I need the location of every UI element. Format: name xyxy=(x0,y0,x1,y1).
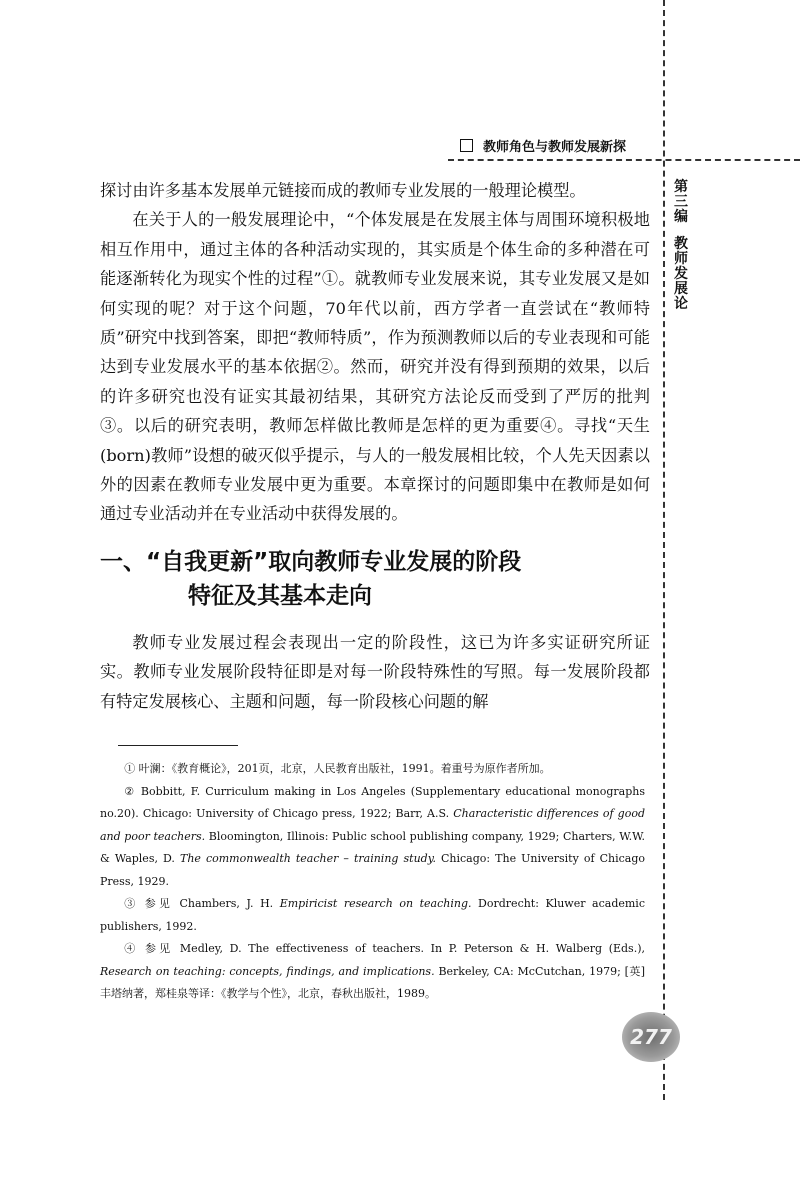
side-topic: 教师发展论 xyxy=(674,236,688,312)
stage-paragraph: 教师专业发展过程会表现出一定的阶段性，这已为许多实证研究所证实。教师专业发展阶段特征即是对每一阶段特殊性的写照。每一发展阶段都有特定发展核心、主题和问题，每一阶段核心问题的解 xyxy=(100,633,650,711)
header-title: 教师角色与教师发展新探 xyxy=(483,140,627,155)
section-heading-line2: 特征及其基本走向 xyxy=(188,583,372,609)
section-heading xyxy=(100,545,660,613)
header-dashed-rule xyxy=(448,159,800,161)
footnote-3: ③ 参见 Chambers, J. H. Empiricist research on teaching. Dordrecht: Kluwer academic publishers, 1992. xyxy=(100,897,645,933)
footnotes xyxy=(100,758,645,1006)
footnote-rule xyxy=(118,745,238,746)
page-number-badge xyxy=(622,1012,680,1062)
side-part: 第三编 xyxy=(674,179,688,225)
right-margin-dashed-rule xyxy=(663,0,665,1100)
section-heading-line1: 一、“自我更新”取向教师专业发展的阶段 xyxy=(100,549,522,575)
footnote-4: ④ 参见 Medley, D. The effectiveness of teachers. In P. Peterson & H. Walberg (Eds.), Research on teaching: concepts, findings, and implications. Berkeley, CA: McCutchan, 1979; [英]丰塔纳著，郑桂泉等译：《教学与个性》，北京，春秋出版社，1989。 xyxy=(100,942,645,1000)
intro-paragraph xyxy=(100,176,650,529)
page-number: 277 xyxy=(630,1025,672,1049)
footnote-1: ① 叶澜：《教育概论》，201页，北京，人民教育出版社，1991。着重号为原作者所加。 xyxy=(124,762,551,775)
intro-line: 探讨由许多基本发展单元链接而成的教师专业发展的一般理论模型。 xyxy=(100,181,586,200)
header-box-icon xyxy=(460,139,473,152)
running-header xyxy=(460,136,660,155)
side-part-label xyxy=(673,180,689,312)
footnote-2: ② Bobbitt, F. Curriculum making in Los Angeles (Supplementary educational monographs no.20). Chicago: University of Chicago press, 1922; Barr, A.S. Characteristic differences of good and poor teachers. Bloomington, Illinois: Public school publishing company, 1929; Charters, W.W. & Waples, D. The commonwealth teacher – training study. Chicago: The University of Chicago Press, 1929. xyxy=(100,784,646,888)
intro-body: 在关于人的一般发展理论中，“个体发展是在发展主体与周围环境积极地相互作用中，通过主体的各种活动实现的，其实质是个体生命的多种潜在可能逐渐转化为现实个性的过程”①。就教师专业发展来说，其专业发展又是如何实现的呢？对于这个问题，70年代以前，西方学者一直尝试在“教师特质”研究中找到答案，即把“教师特质”，作为预测教师以后的专业表现和可能达到专业发展水平的基本依据②。然而，研究并没有得到预期的效果，以后的许多研究也没有证实其最初结果，其研究方法论反而受到了严厉的批判③。以后的研究表明，教师怎样做比教师是怎样的更为重要④。寻找“天生(born)教师”设想的破灭似乎提示，与人的一般发展相比较，个人先天因素以外的因素在教师专业发展中更为重要。本章探讨的问题即集中在教师是如何通过专业活动并在专业活动中获得发展的。 xyxy=(100,210,650,524)
